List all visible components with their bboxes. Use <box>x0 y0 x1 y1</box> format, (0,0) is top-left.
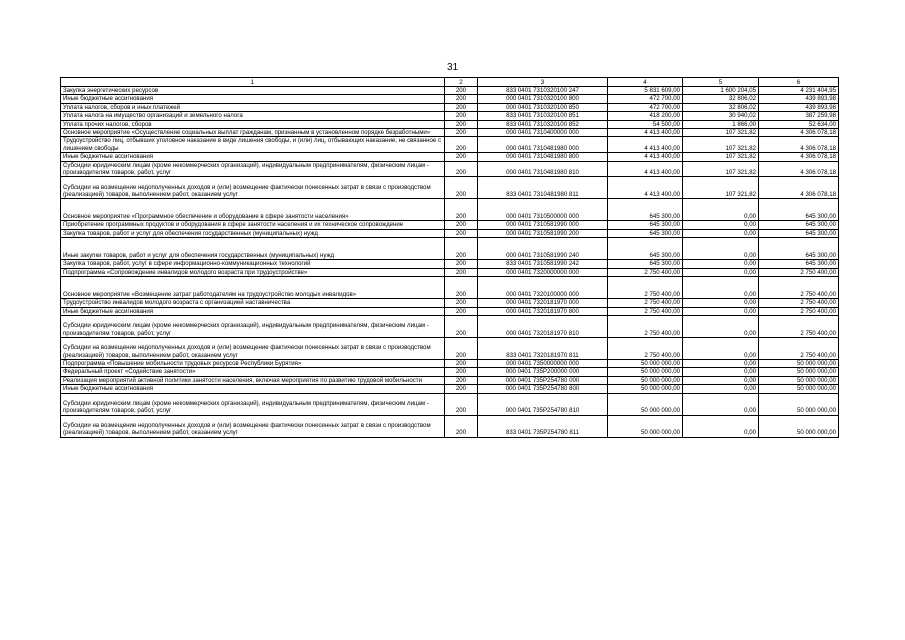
row-line-code-cell: 200 <box>445 199 478 221</box>
row-budget-code-cell: 000 0401 7320181970 810 <box>478 315 608 337</box>
table-row <box>61 199 839 221</box>
table-row <box>61 153 839 161</box>
row-name-cell: Субсидии на возмещение недополученных доходов и (или) возмещение фактически понесенных затрат в связи с производством (реализацией) товаров, выполнением работ, оказанием услуг <box>61 415 445 437</box>
table-row <box>61 95 839 103</box>
table-row <box>61 177 839 199</box>
row-approved-cell: 50 000 000,00 <box>608 368 683 376</box>
row-name-cell: Подпрограмма «Повышение мобильности трудовых ресурсов Республики Бурятия» <box>61 359 445 367</box>
row-name-cell: Субсидии юридическим лицам (кроме некоммерческих организаций), индивидуальным предпринимателям, физическим лицам - производителям товаров, работ, услуг <box>61 393 445 415</box>
row-line-code-cell: 200 <box>445 260 478 268</box>
row-line-code-cell: 200 <box>445 221 478 229</box>
row-name-cell: Основное мероприятие «Программное обеспечение и оборудование в сфере занятости населения» <box>61 199 445 221</box>
row-unexecuted-cell: 4 231 404,95 <box>759 87 839 95</box>
row-budget-code-cell: 000 0401 7310500000 000 <box>478 199 608 221</box>
row-approved-cell: 2 750 400,00 <box>608 299 683 307</box>
row-budget-code-cell: 833 0401 7310320100 851 <box>478 112 608 120</box>
row-unexecuted-cell: 4 306 078,18 <box>759 137 839 153</box>
row-budget-code-cell: 000 0401 7310400000 000 <box>478 129 608 137</box>
row-executed-cell: 0,00 <box>683 307 759 315</box>
table-row <box>61 103 839 111</box>
table-row <box>61 260 839 268</box>
row-budget-code-cell: 833 0401 7310581990 242 <box>478 260 608 268</box>
table-header-row <box>61 78 839 87</box>
row-line-code-cell: 200 <box>445 177 478 199</box>
table-row <box>61 307 839 315</box>
table-row <box>61 161 839 177</box>
row-budget-code-cell: 833 0401 7310481980 811 <box>478 177 608 199</box>
table-row <box>61 238 839 260</box>
row-line-code-cell: 200 <box>445 315 478 337</box>
row-approved-cell: 5 831 609,00 <box>608 87 683 95</box>
row-line-code-cell: 200 <box>445 277 478 299</box>
row-line-code-cell: 200 <box>445 415 478 437</box>
row-approved-cell: 54 500,00 <box>608 120 683 128</box>
table-row <box>61 112 839 120</box>
row-budget-code-cell: 000 0401 7310581990 000 <box>478 221 608 229</box>
row-executed-cell: 0,00 <box>683 260 759 268</box>
row-name-cell: Субсидии на возмещение недополученных доходов и (или) возмещение фактически понесенных затрат в связи с производством (реализацией) товаров, выполнением работ, оказанием услуг <box>61 177 445 199</box>
row-unexecuted-cell: 50 000 000,00 <box>759 376 839 384</box>
table-row <box>61 368 839 376</box>
row-name-cell: Иные бюджетные ассигнования <box>61 153 445 161</box>
table-row <box>61 268 839 276</box>
row-approved-cell: 2 750 400,00 <box>608 277 683 299</box>
row-unexecuted-cell: 50 000 000,00 <box>759 359 839 367</box>
row-unexecuted-cell: 4 306 078,18 <box>759 177 839 199</box>
row-executed-cell: 0,00 <box>683 315 759 337</box>
row-line-code-cell: 200 <box>445 153 478 161</box>
page-number: 31 <box>446 62 459 73</box>
row-unexecuted-cell: 4 306 078,18 <box>759 161 839 177</box>
row-unexecuted-cell: 52 634,00 <box>759 120 839 128</box>
row-approved-cell: 2 750 400,00 <box>608 337 683 359</box>
row-executed-cell: 0,00 <box>683 299 759 307</box>
row-line-code-cell: 200 <box>445 161 478 177</box>
row-approved-cell: 50 000 000,00 <box>608 415 683 437</box>
row-name-cell: Субсидии на возмещение недополученных доходов и (или) возмещение фактически понесенных затрат в связи с производством (реализацией) товаров, выполнением работ, оказанием услуг <box>61 337 445 359</box>
row-budget-code-cell: 000 0401 7310320100 850 <box>478 103 608 111</box>
row-approved-cell: 50 000 000,00 <box>608 393 683 415</box>
row-name-cell: Федеральный проект «Содействие занятости» <box>61 368 445 376</box>
row-line-code-cell: 200 <box>445 393 478 415</box>
row-budget-code-cell: 000 0401 7310481980 000 <box>478 137 608 153</box>
row-budget-code-cell: 000 0401 7320181970 000 <box>478 299 608 307</box>
header-cell-2: 2 <box>445 78 478 87</box>
row-line-code-cell: 200 <box>445 268 478 276</box>
row-name-cell: Уплата налога на имущество организаций и земельного налога <box>61 112 445 120</box>
row-line-code-cell: 200 <box>445 137 478 153</box>
row-executed-cell: 32 806,02 <box>683 103 759 111</box>
row-budget-code-cell: 000 0401 7310581990 240 <box>478 238 608 260</box>
table-row <box>61 299 839 307</box>
row-name-cell: Трудоустройство инвалидов молодого возраста с организацией наставничества <box>61 299 445 307</box>
table-row <box>61 120 839 128</box>
row-name-cell: Реализация мероприятий активной политики занятости населения, включая мероприятия по развитию трудовой мобильности <box>61 376 445 384</box>
row-line-code-cell: 200 <box>445 299 478 307</box>
row-name-cell: Субсидии юридическим лицам (кроме некоммерческих организаций), индивидуальным предпринимателям, физическим лицам - производителям товаров, работ, услуг <box>61 161 445 177</box>
row-executed-cell: 0,00 <box>683 337 759 359</box>
row-unexecuted-cell: 387 259,98 <box>759 112 839 120</box>
row-unexecuted-cell: 2 750 400,00 <box>759 337 839 359</box>
row-executed-cell: 0,00 <box>683 368 759 376</box>
row-budget-code-cell: 000 0401 735P254780 800 <box>478 385 608 393</box>
row-line-code-cell: 200 <box>445 307 478 315</box>
row-name-cell: Трудоустройство лиц, отбывших уголовное наказание в виде лишения свободы, и (или) лиц, отбывающих наказание, не связанное с лишением свободы <box>61 137 445 153</box>
row-executed-cell: 0,00 <box>683 221 759 229</box>
row-budget-code-cell: 000 0401 735P254780 000 <box>478 376 608 384</box>
row-unexecuted-cell: 645 300,00 <box>759 238 839 260</box>
row-approved-cell: 50 000 000,00 <box>608 359 683 367</box>
row-executed-cell: 0,00 <box>683 393 759 415</box>
row-approved-cell: 645 300,00 <box>608 221 683 229</box>
row-name-cell: Уплата налогов, сборов и иных платежей <box>61 103 445 111</box>
row-name-cell: Закупка товаров, работ, услуг в сфере информационно-коммуникационных технологий <box>61 260 445 268</box>
row-unexecuted-cell: 4 306 078,18 <box>759 129 839 137</box>
row-budget-code-cell: 000 0401 7350000000 000 <box>478 359 608 367</box>
row-unexecuted-cell: 50 000 000,00 <box>759 415 839 437</box>
row-approved-cell: 2 750 400,00 <box>608 315 683 337</box>
row-unexecuted-cell: 50 000 000,00 <box>759 385 839 393</box>
row-approved-cell: 472 700,00 <box>608 95 683 103</box>
row-executed-cell: 0,00 <box>683 199 759 221</box>
row-executed-cell: 107 321,82 <box>683 129 759 137</box>
row-executed-cell: 107 321,82 <box>683 161 759 177</box>
row-unexecuted-cell: 50 000 000,00 <box>759 393 839 415</box>
row-budget-code-cell: 833 0401 7320181970 811 <box>478 337 608 359</box>
row-executed-cell: 0,00 <box>683 376 759 384</box>
row-line-code-cell: 200 <box>445 376 478 384</box>
row-unexecuted-cell: 439 893,98 <box>759 103 839 111</box>
row-name-cell: Иные бюджетные ассигнования <box>61 95 445 103</box>
row-name-cell: Основное мероприятие «Возмещение затрат работодателям на трудоустройство молодых инвалидов» <box>61 277 445 299</box>
row-executed-cell: 1 866,00 <box>683 120 759 128</box>
table-row <box>61 137 839 153</box>
row-approved-cell: 2 750 400,00 <box>608 268 683 276</box>
row-line-code-cell: 200 <box>445 95 478 103</box>
row-approved-cell: 4 413 400,00 <box>608 153 683 161</box>
row-budget-code-cell: 000 0401 7310481980 800 <box>478 153 608 161</box>
row-executed-cell: 107 321,82 <box>683 177 759 199</box>
row-executed-cell: 32 806,02 <box>683 95 759 103</box>
row-budget-code-cell: 000 0401 735P254780 810 <box>478 393 608 415</box>
row-approved-cell: 645 300,00 <box>608 199 683 221</box>
table-row <box>61 277 839 299</box>
row-unexecuted-cell: 645 300,00 <box>759 199 839 221</box>
row-budget-code-cell: 000 0401 7310581990 200 <box>478 229 608 237</box>
row-unexecuted-cell: 50 000 000,00 <box>759 368 839 376</box>
row-approved-cell: 4 413 400,00 <box>608 137 683 153</box>
row-approved-cell: 4 413 400,00 <box>608 177 683 199</box>
row-budget-code-cell: 833 0401 7310320100 247 <box>478 87 608 95</box>
table-row <box>61 229 839 237</box>
row-approved-cell: 645 300,00 <box>608 238 683 260</box>
row-line-code-cell: 200 <box>445 385 478 393</box>
row-unexecuted-cell: 2 750 400,00 <box>759 315 839 337</box>
row-line-code-cell: 200 <box>445 112 478 120</box>
table-row <box>61 129 839 137</box>
table-row <box>61 87 839 95</box>
header-cell-3: 3 <box>478 78 608 87</box>
row-name-cell: Закупка товаров, работ и услуг для обеспечения государственных (муниципальных) нужд <box>61 229 445 237</box>
row-executed-cell: 30 940,02 <box>683 112 759 120</box>
row-approved-cell: 645 300,00 <box>608 229 683 237</box>
row-executed-cell: 0,00 <box>683 229 759 237</box>
table-row <box>61 337 839 359</box>
row-approved-cell: 50 000 000,00 <box>608 385 683 393</box>
row-line-code-cell: 200 <box>445 238 478 260</box>
table-row <box>61 415 839 437</box>
header-cell-4: 4 <box>608 78 683 87</box>
row-name-cell: Приобретение программных продуктов и оборудования в сфере занятости населения и их техническое сопровождение <box>61 221 445 229</box>
row-approved-cell: 645 300,00 <box>608 260 683 268</box>
table-row <box>61 385 839 393</box>
row-budget-code-cell: 833 0401 7310320100 852 <box>478 120 608 128</box>
row-approved-cell: 50 000 000,00 <box>608 376 683 384</box>
row-unexecuted-cell: 2 750 400,00 <box>759 277 839 299</box>
table-row <box>61 359 839 367</box>
header-cell-5: 5 <box>683 78 759 87</box>
table-row <box>61 221 839 229</box>
row-line-code-cell: 200 <box>445 103 478 111</box>
row-line-code-cell: 200 <box>445 129 478 137</box>
row-unexecuted-cell: 645 300,00 <box>759 229 839 237</box>
row-line-code-cell: 200 <box>445 368 478 376</box>
row-line-code-cell: 200 <box>445 120 478 128</box>
row-budget-code-cell: 000 0401 7320100000 000 <box>478 277 608 299</box>
row-name-cell: Подпрограмма «Сопровождение инвалидов молодого возраста при трудоустройстве» <box>61 268 445 276</box>
row-approved-cell: 4 413 400,00 <box>608 129 683 137</box>
row-unexecuted-cell: 2 750 400,00 <box>759 307 839 315</box>
row-line-code-cell: 200 <box>445 229 478 237</box>
row-budget-code-cell: 000 0401 7320000000 000 <box>478 268 608 276</box>
row-line-code-cell: 200 <box>445 87 478 95</box>
row-unexecuted-cell: 645 300,00 <box>759 221 839 229</box>
row-approved-cell: 4 413 400,00 <box>608 161 683 177</box>
row-unexecuted-cell: 2 750 400,00 <box>759 268 839 276</box>
header-cell-6: 6 <box>759 78 839 87</box>
row-name-cell: Иные бюджетные ассигнования <box>61 385 445 393</box>
row-executed-cell: 107 321,82 <box>683 153 759 161</box>
row-budget-code-cell: 000 0401 735P200000 000 <box>478 368 608 376</box>
header-cell-1: 1 <box>61 78 445 87</box>
table-row <box>61 315 839 337</box>
row-name-cell: Иные закупки товаров, работ и услуг для обеспечения государственных (муниципальных) нужд <box>61 238 445 260</box>
row-executed-cell: 0,00 <box>683 359 759 367</box>
row-unexecuted-cell: 645 300,00 <box>759 260 839 268</box>
row-name-cell: Иные бюджетные ассигнования <box>61 307 445 315</box>
row-line-code-cell: 200 <box>445 359 478 367</box>
row-name-cell: Уплата прочих налогов, сборов <box>61 120 445 128</box>
row-executed-cell: 107 321,82 <box>683 137 759 153</box>
row-executed-cell: 1 600 204,05 <box>683 87 759 95</box>
row-budget-code-cell: 000 0401 7310320100 800 <box>478 95 608 103</box>
budget-table <box>60 77 839 438</box>
row-approved-cell: 2 750 400,00 <box>608 307 683 315</box>
row-budget-code-cell: 833 0401 735P254780 811 <box>478 415 608 437</box>
row-executed-cell: 0,00 <box>683 238 759 260</box>
row-line-code-cell: 200 <box>445 337 478 359</box>
row-executed-cell: 0,00 <box>683 277 759 299</box>
row-approved-cell: 472 700,00 <box>608 103 683 111</box>
row-name-cell: Субсидии юридическим лицам (кроме некоммерческих организаций), индивидуальным предпринимателям, физическим лицам - производителям товаров, работ, услуг <box>61 315 445 337</box>
row-unexecuted-cell: 4 306 078,18 <box>759 153 839 161</box>
row-budget-code-cell: 000 0401 7320181970 800 <box>478 307 608 315</box>
table-row <box>61 376 839 384</box>
table-row <box>61 393 839 415</box>
row-unexecuted-cell: 439 893,98 <box>759 95 839 103</box>
row-unexecuted-cell: 2 750 400,00 <box>759 299 839 307</box>
row-executed-cell: 0,00 <box>683 268 759 276</box>
row-approved-cell: 418 200,00 <box>608 112 683 120</box>
row-name-cell: Закупка энергетических ресурсов <box>61 87 445 95</box>
row-budget-code-cell: 000 0401 7310481980 810 <box>478 161 608 177</box>
row-name-cell: Основное мероприятие «Осуществление социальных выплат гражданам, признанным в установленном порядке безработными» <box>61 129 445 137</box>
row-executed-cell: 0,00 <box>683 385 759 393</box>
row-executed-cell: 0,00 <box>683 415 759 437</box>
